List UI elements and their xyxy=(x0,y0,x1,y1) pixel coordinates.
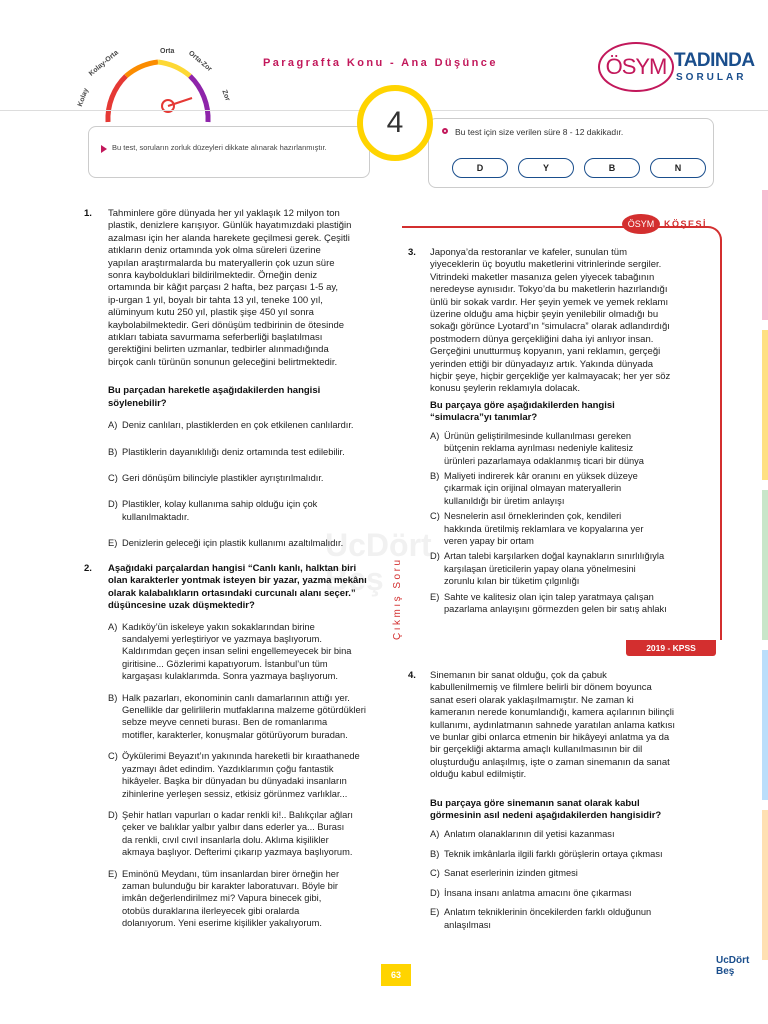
option-line: Halk pazarları, ekonominin canlı damarlarının attığı yer. xyxy=(122,692,350,703)
q3-stem-line: “simulacra”yı tanımlar? xyxy=(430,412,538,424)
q3-stem-line: Bu parçaya göre aşağıdakilerden hangisi xyxy=(430,399,615,411)
q1-line: alüminyum kutu 250 yıl, plastik şişe 450 yıl sonra xyxy=(108,307,314,319)
q2-stem xyxy=(108,563,393,613)
option-line: Plastikler, kolay kullanıma sahip olduğu için çok xyxy=(122,499,318,510)
option-letter: E) xyxy=(108,538,118,549)
footer-logo-line2: Beş xyxy=(716,966,735,977)
watermark-line1: UcDört xyxy=(325,527,432,563)
source-badge: 2019 - KPSS xyxy=(626,640,716,656)
option-text xyxy=(444,867,578,879)
q2-stem-line: düşüncesine uzak düşmektedir? xyxy=(108,600,255,612)
option-letter: E) xyxy=(430,907,440,918)
difficulty-gauge xyxy=(68,42,248,132)
option-line: Teknik imkânlarla ilgili farklı görüşlerin ortaya çıkması xyxy=(444,848,663,859)
q2-options xyxy=(108,621,393,930)
option-letter: D) xyxy=(430,887,440,898)
q3-line: Vitrindeki maketler masanıza gelen yiyecek tabağının xyxy=(430,271,655,283)
footer-logo-line1: UcDört xyxy=(716,955,750,966)
logo-tadinda: TADINDA xyxy=(674,50,755,71)
q4-stem-line: Bu parçaya göre sinemanın sanat olarak kabul xyxy=(430,797,640,809)
side-stripe-yellow xyxy=(762,330,768,480)
option-line: Kaldırımdan geçen insan selini engellemeyecek bir bina xyxy=(122,646,352,657)
answer-option[interactable] xyxy=(108,621,393,683)
answer-option[interactable] xyxy=(430,550,712,587)
q3-line: Japonya’da restoranlar ve kafeler, sunulan tüm xyxy=(430,247,627,258)
q4-line: sanat eseri olarak yaklaşılmamıştır. Ne zaman ki xyxy=(430,694,634,706)
option-letter: D) xyxy=(108,499,118,510)
q4-paragraph xyxy=(430,670,712,782)
q2-number: 2. xyxy=(84,563,92,574)
q3-line: konusu şeylerin reklamıyla dolacak. xyxy=(430,383,580,395)
side-stripe-blue xyxy=(762,650,768,800)
q3-line: hiçbir şeye, hiçbir gerçekliğe yer kalmayacak; her yer söz xyxy=(430,371,671,383)
option-line: çeker ve balıklar yalbır yalbır dans ederler ya... Burası xyxy=(122,822,345,833)
option-text xyxy=(122,809,353,859)
answer-option[interactable] xyxy=(430,828,712,840)
answer-option[interactable] xyxy=(108,692,393,742)
option-letter: B) xyxy=(108,692,118,703)
option-line: hikâyeler. Başka bir dünyadan bu dünyadaki insanların xyxy=(122,776,347,787)
option-line: Nesnelerin asıl örneklerinden çok, kendileri xyxy=(444,511,622,522)
option-line: Denizlerin geleceği için plastik kullanımı azaltılmalıdır. xyxy=(122,538,344,549)
option-line: sebze meyve cenneti burası. Ben de romanlarıma xyxy=(122,717,328,728)
q4-stem xyxy=(430,798,712,823)
q3-block xyxy=(430,247,712,615)
option-text xyxy=(122,446,345,458)
option-line: Şehir hatları vapurları o kadar renkli ki!.. Balıkçılar ağları xyxy=(122,809,353,820)
q4-stem-line: görmesinin asıl nedeni aşağıdakilerden hangisidir? xyxy=(430,810,662,822)
option-letter: B) xyxy=(430,470,440,481)
answer-option[interactable] xyxy=(108,809,393,859)
q1-options xyxy=(108,419,393,549)
q1-line: atıkları tabiata savurmama seferberliği başlatılması xyxy=(108,332,323,344)
option-line: akmaya başlıyor. Defterimi çıkarıp yazmaya başlıyorum. xyxy=(122,847,353,858)
option-text xyxy=(122,537,343,549)
logo-osym: ÖSYM xyxy=(598,42,674,92)
option-letter: A) xyxy=(430,430,440,441)
option-line: zihinlerine yerleşen sessiz, etkisiz görünmez varlıklar... xyxy=(122,788,348,799)
option-letter: C) xyxy=(108,472,118,483)
option-text xyxy=(444,887,632,899)
gauge-label-orta-zor: Orta-Zor xyxy=(187,49,213,74)
option-letter: C) xyxy=(430,868,440,879)
gauge-label-kolay-orta: Kolay-Orta xyxy=(87,49,120,78)
option-line: Geri dönüşüm bilinciyle plastikler ayrıştırılmalıdır. xyxy=(122,472,324,483)
option-text xyxy=(444,430,644,467)
option-letter: A) xyxy=(108,420,118,431)
option-line: Öykülerimi Beyazıt’ın yakınında hareketli bir kıraathanede xyxy=(122,751,360,762)
answer-option[interactable] xyxy=(108,750,393,800)
q3-options xyxy=(430,430,712,616)
gauge-arc-icon xyxy=(68,42,248,132)
pill-dogru[interactable]: D xyxy=(452,158,508,178)
answer-option[interactable] xyxy=(430,848,712,860)
q3-line: üzerine olduğu ama hiçbir şeyin yenilebilir olmadığı bu xyxy=(430,309,659,321)
q3-line: postmodern dünya gerçekliğini daha iyi anlıyor insan. xyxy=(430,333,654,345)
q4-line: kabullenilmemiş ve filmlere belirli bir dönem boyunca xyxy=(430,682,652,694)
answer-option[interactable] xyxy=(108,472,393,484)
q3-line: Gerçeğini unutturmuş kopyanın, yani reklamın, gerçeği xyxy=(430,346,661,358)
option-line: Anlatım olanaklarının dil yetisi kazanması xyxy=(444,829,615,840)
option-line: zaman bulunduğu bir karakter laboratuvarı. Böyle bir xyxy=(122,880,339,891)
q1-stem-line: Bu parçadan hareketle aşağıdakilerden hangisi xyxy=(108,385,321,397)
option-text xyxy=(122,419,354,431)
option-line: Eminönü Meydanı, tüm insanlardan birer örneğin her xyxy=(122,868,340,879)
osym-kosesi-badge xyxy=(622,214,714,236)
option-line: Kadıköy’ün iskeleye yakın sokaklarından birine xyxy=(122,621,315,632)
option-letter: A) xyxy=(430,829,440,840)
info-left-text: Bu test, soruların zorluk düzeyleri dikkate alınarak hazırlanmıştır. xyxy=(112,143,327,152)
q1-block xyxy=(108,208,393,550)
option-text xyxy=(122,621,351,683)
osym-tadinda-logo xyxy=(598,36,755,96)
q4-line: Sinemanın bir sanat olduğu, çok da çabuk xyxy=(430,670,607,681)
option-text xyxy=(444,906,651,931)
option-line: hakkında üretilmiş reklamlara ve kopyalarına yer xyxy=(444,523,644,534)
option-text xyxy=(444,550,664,587)
answer-option[interactable] xyxy=(430,906,712,931)
triangle-bullet-icon xyxy=(101,145,107,153)
answer-option[interactable] xyxy=(108,498,393,523)
option-line: zorunlu kılan bir tüketim çılgınlığı xyxy=(444,576,580,587)
watermark-line2: Beş xyxy=(325,561,384,597)
logo-sorular: SORULAR xyxy=(676,72,747,83)
answer-option[interactable] xyxy=(430,867,712,879)
q1-line: Tahminlere göre dünyada her yıl yaklaşık 12 milyon ton xyxy=(108,208,340,219)
q1-line: azalması için her alanda harekete geçilmesi gerek. Çeşitli xyxy=(108,232,350,244)
option-line: Maliyeti indirerek kâr oranını en yüksek düzeye xyxy=(444,470,638,481)
option-line: Artan talebi karşılarken doğal kaynakların sınırlılığıyla xyxy=(444,551,665,562)
option-line: anlaşılması xyxy=(444,919,492,930)
option-line: motifler, karakterler, konuşmalar götürüyorum buradan. xyxy=(122,729,348,740)
pill-net[interactable]: N xyxy=(650,158,706,178)
answer-option[interactable] xyxy=(108,419,393,431)
option-text xyxy=(444,510,643,547)
option-line: giritisine... Gözlerimi kapatıyorum. İstanbul’un tüm xyxy=(122,658,328,669)
gauge-label-orta: Orta xyxy=(160,48,175,55)
option-line: sandalyemi yerleştiriyor ve yazmaya başlıyorum. xyxy=(122,634,322,645)
option-line: çıkarmak için orijinal olmayan materyallerin xyxy=(444,483,622,494)
q3-line: ünlü bir sokak vardır. Her şeyin yemek ve yemek reklamı xyxy=(430,296,669,308)
q3-paragraph xyxy=(430,247,712,396)
pill-yanlis[interactable]: Y xyxy=(518,158,574,178)
option-line: Anlatım tekniklerinin öncekilerden farklı olduğunun xyxy=(444,907,652,918)
option-text xyxy=(444,848,663,860)
q1-line: birçok canlı türünün sonunun geleceğini belirtmektedir. xyxy=(108,356,338,368)
info-right-text: Bu test için size verilen süre 8 - 12 dakikadır. xyxy=(455,127,624,137)
q1-line: plastik, denizlere karışıyor. Günlük hayatımızdaki plastiğin xyxy=(108,220,352,232)
option-line: karşılaşan üreticilerin yapay olana yönelmesini xyxy=(444,563,636,574)
option-letter: E) xyxy=(430,591,440,602)
cikmis-soru-label: Çıkmış Soru xyxy=(392,557,403,640)
answer-option[interactable] xyxy=(430,887,712,899)
option-line: ürünleri pazarlamaya odaklanmış ticari bir dünya xyxy=(444,455,644,466)
option-letter: D) xyxy=(430,551,440,562)
q1-line: sonra kaybolduklari bildirilmektedir. Örneğin deniz xyxy=(108,270,318,282)
q1-line: kaybolabilmektedir. Geri dönüşüm tedbirinin de ötesinde xyxy=(108,319,345,331)
q4-options xyxy=(430,828,712,930)
answer-option[interactable] xyxy=(430,470,712,507)
pill-bos[interactable]: B xyxy=(584,158,640,178)
answer-option[interactable] xyxy=(108,446,393,458)
option-line: Genellikle dar gelirlilerin mutfaklarına malzeme götürdükleri xyxy=(122,705,366,716)
option-line: İnsana insanı anlatma amacını öne çıkarması xyxy=(444,887,632,898)
option-text xyxy=(122,498,317,523)
gauge-label-zor: Zor xyxy=(220,89,231,102)
option-line: Sahte ve kalitesiz olan için talep yaratmaya çalışan xyxy=(444,591,654,602)
side-stripe-green xyxy=(762,490,768,640)
option-line: yazmayı âdet edindim. Yazdıklarımın çoğu fantastik xyxy=(122,763,334,774)
q2-block xyxy=(108,563,393,930)
side-stripe-orange xyxy=(762,810,768,960)
option-line: imkân değerlendirilmez mi? Vapura binecek gibi, xyxy=(122,893,322,904)
q1-line: ip-urgan 1 yıl, boyalı bir tahta 13 yıl, teneke 100 yıl, xyxy=(108,294,323,306)
q3-number: 3. xyxy=(408,247,416,258)
osym-badge-text: KÖŞESİ xyxy=(664,219,708,229)
option-text xyxy=(444,591,667,616)
footer-logo xyxy=(716,955,749,977)
osym-badge-logo: ÖSYM xyxy=(622,214,660,234)
option-line: kullanıldığı bir üretim anlayışı xyxy=(444,495,565,506)
q1-line: atıkların deniz ortamında yok olma süreleri üzerine xyxy=(108,245,321,257)
q3-stem xyxy=(430,400,712,425)
q4-line: olduğu kabul edilmiştir. xyxy=(430,769,527,781)
option-letter: A) xyxy=(108,621,118,632)
option-line: kargaşası kulaklarımda. Sonra yazmaya başlıyorum. xyxy=(122,671,338,682)
option-line: dolanıyorum. Yeni eserime kişilikler yakalıyorum. xyxy=(122,918,322,929)
q4-line: bir gerçekliği aktarma amaçlı kullanılmasının bir dil xyxy=(430,744,643,756)
option-letter: C) xyxy=(430,511,440,522)
answer-option[interactable] xyxy=(108,537,393,549)
option-text xyxy=(444,828,615,840)
circle-bullet-icon xyxy=(442,128,448,134)
q1-stem-line: söylenebilir? xyxy=(108,397,167,409)
q2-stem-line: olarak kalabalıkların ortasındaki curcunalı alanı seçer.” xyxy=(108,587,356,599)
option-line: Plastiklerin dayanıklılığı deniz ortamında test edilebilir. xyxy=(122,446,345,457)
option-text xyxy=(122,692,366,742)
option-text xyxy=(122,868,339,930)
q4-line: kullanımı, aydınlatmanın sahnede yaratılan anlama katkısı xyxy=(430,719,676,731)
option-letter: B) xyxy=(108,446,118,457)
q4-number: 4. xyxy=(408,670,416,681)
answer-option[interactable] xyxy=(430,591,712,616)
option-line: da renkli, cıvıl cıvıl insanlarla dolu. Aklıma kişilikler xyxy=(122,834,329,845)
option-line: kullanılmaktadır. xyxy=(122,511,190,522)
option-letter: B) xyxy=(430,848,440,859)
option-letter: E) xyxy=(108,868,118,879)
q4-block xyxy=(430,670,712,931)
side-stripe-pink xyxy=(762,190,768,320)
page-number: 63 xyxy=(381,964,411,986)
q3-line: sokağı görünce Lyotard’ın “simulacra” olarak adlandırdığı xyxy=(430,321,670,333)
option-line: bütçenin reklama ayrılması nedeniyle kalitesiz xyxy=(444,443,634,454)
option-text xyxy=(122,472,324,484)
option-line: otobüs duraklarına ilerleyecek gibi oralarda xyxy=(122,905,300,916)
gauge-label-kolay: Kolay xyxy=(76,87,91,108)
option-line: pazarlama anlayışını görmezden gelen bir satış ahlakı xyxy=(444,603,667,614)
q1-line: yapılan araştırmalarda bu materyallerin çok uzun süre xyxy=(108,257,335,269)
page-title: Paragrafta Konu - Ana Düşünce xyxy=(263,57,498,69)
q2-stem-line: Aşağıdaki parçalardan hangisi “Canlı kanlı, halktan biri xyxy=(108,563,357,574)
q3-line: yerinden ettiği bir dünyadayız artık. Yakında dünyada xyxy=(430,358,654,370)
q4-line: kameranın nerede konumlandığı, kamera açılarının bilinçli xyxy=(430,707,674,719)
q1-line: ortamında bir kâğıt parçası 2 hafta, bez parçası 1-5 ay, xyxy=(108,282,339,294)
q1-paragraph xyxy=(108,208,393,369)
answer-option[interactable] xyxy=(108,868,393,930)
answer-option[interactable] xyxy=(430,510,712,547)
answer-option[interactable] xyxy=(430,430,712,467)
q1-line: gerektiğini belirten uzmanlar, tedbirler alınmadığında xyxy=(108,344,329,356)
q4-line: ve bunlar gibi onlarca etmenin bir hikâyeyi anlatma ya da xyxy=(430,732,670,744)
q3-line: neredeyse aynısıdır. Tokyo’da bu maketlerin hazırlandığı xyxy=(430,284,668,296)
q4-line: oluşturduğu anlaşılmış, işte o zaman sinemanın da sanat xyxy=(430,756,670,768)
option-text xyxy=(444,470,638,507)
option-line: Sanat eserlerinin izinden gitmesi xyxy=(444,868,578,879)
option-letter: D) xyxy=(108,809,118,820)
q2-stem-line: olan karakterler yontmak isteyen bir yazar, yazma mekânı xyxy=(108,575,367,587)
q1-number: 1. xyxy=(84,208,92,219)
option-line: veren yapay bir ortam xyxy=(444,535,534,546)
option-line: Deniz canlıları, plastiklerden en çok etkilenen canlılardır. xyxy=(122,420,354,431)
test-number: 4 xyxy=(357,85,433,161)
option-letter: C) xyxy=(108,751,118,762)
q1-stem xyxy=(108,385,393,410)
q3-line: yiyeceklerin üç boyutlu maketlerini vitrinlerinde sergiler. xyxy=(430,259,662,271)
option-line: Ürünün geliştirilmesinde kullanılması gereken xyxy=(444,430,632,441)
option-text xyxy=(122,750,360,800)
